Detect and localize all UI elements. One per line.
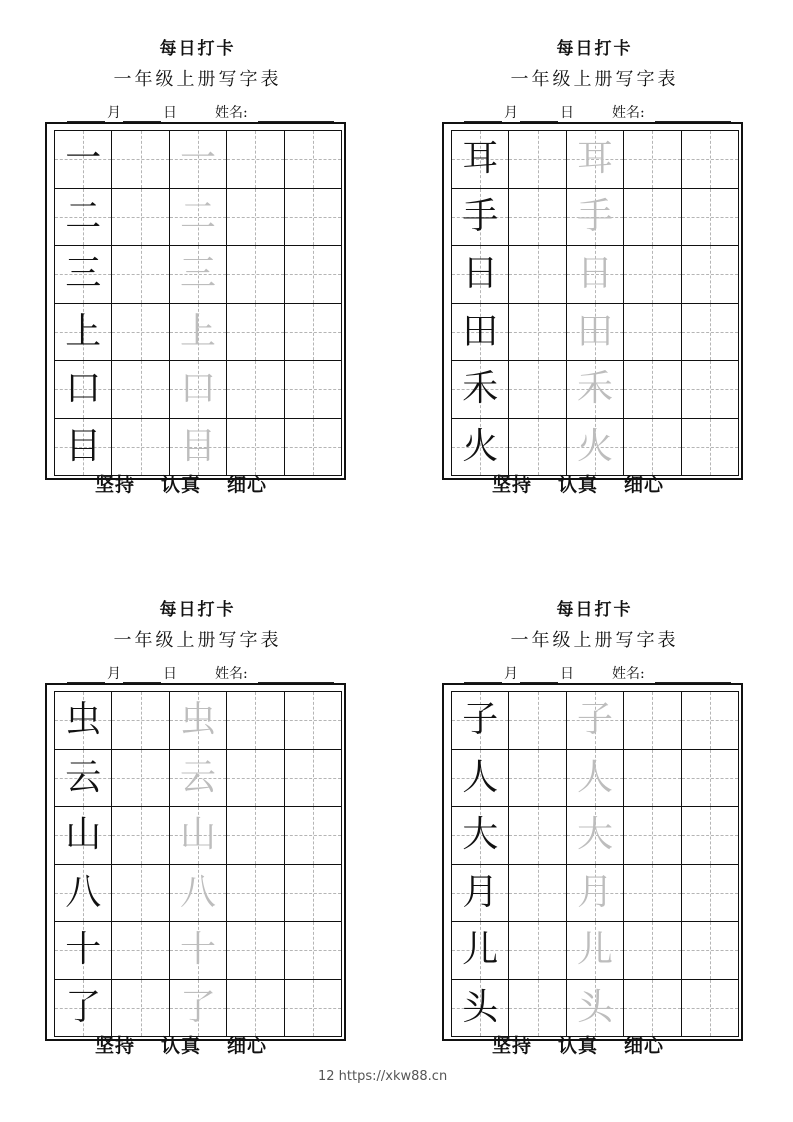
trace-character: 虫 xyxy=(179,699,216,741)
model-cell xyxy=(55,807,112,865)
trace-cell xyxy=(567,419,624,477)
day-blank[interactable] xyxy=(520,668,558,683)
model-cell xyxy=(452,750,509,808)
trace-character: 火 xyxy=(576,425,613,467)
practice-cell[interactable] xyxy=(285,807,342,865)
model-cell xyxy=(55,304,112,362)
worksheet-subtitle: 一年级上册写字表 xyxy=(113,69,282,90)
practice-cell[interactable] xyxy=(682,189,739,247)
practice-cell[interactable] xyxy=(509,304,566,362)
trace-character: 大 xyxy=(576,814,613,856)
motto-persist: 坚持 xyxy=(95,1035,136,1057)
trace-character: 人 xyxy=(576,756,613,798)
practice-cell[interactable] xyxy=(112,980,169,1038)
worksheet-title: 每日打卡 xyxy=(159,600,236,620)
trace-cell xyxy=(170,692,227,750)
practice-cell[interactable] xyxy=(227,304,284,362)
practice-cell[interactable] xyxy=(112,922,169,980)
day-label: 日 xyxy=(560,105,574,121)
practice-cell[interactable] xyxy=(227,692,284,750)
motto-persist: 坚持 xyxy=(492,474,533,496)
model-character: 田 xyxy=(462,310,499,352)
trace-character: 二 xyxy=(179,195,216,237)
practice-cell[interactable] xyxy=(509,750,566,808)
practice-cell[interactable] xyxy=(112,246,169,304)
trace-character: 十 xyxy=(179,929,216,971)
model-cell xyxy=(452,692,509,750)
trace-cell xyxy=(567,750,624,808)
model-cell xyxy=(452,807,509,865)
motto-line xyxy=(95,1031,267,1058)
month-label: 月 xyxy=(107,666,121,682)
model-character: 火 xyxy=(462,425,499,467)
practice-cell[interactable] xyxy=(285,692,342,750)
model-character: 山 xyxy=(65,814,102,856)
model-character: 禾 xyxy=(462,368,499,410)
model-character: 月 xyxy=(462,871,499,913)
practice-cell[interactable] xyxy=(509,361,566,419)
writing-frame xyxy=(45,122,346,480)
practice-cell[interactable] xyxy=(227,750,284,808)
practice-cell[interactable] xyxy=(285,980,342,1038)
date-name-line xyxy=(464,102,731,122)
practice-cell[interactable] xyxy=(227,131,284,189)
model-character: 一 xyxy=(65,138,102,180)
practice-cell[interactable] xyxy=(285,419,342,477)
practice-cell[interactable] xyxy=(112,189,169,247)
model-character: 子 xyxy=(462,699,499,741)
day-blank[interactable] xyxy=(123,668,161,683)
practice-cell[interactable] xyxy=(285,865,342,923)
day-label: 日 xyxy=(163,666,177,682)
trace-cell xyxy=(567,304,624,362)
practice-cell[interactable] xyxy=(624,246,681,304)
motto-line xyxy=(492,470,664,497)
practice-cell[interactable] xyxy=(682,419,739,477)
trace-cell xyxy=(170,361,227,419)
motto-earnest: 认真 xyxy=(558,1035,599,1057)
motto-persist: 坚持 xyxy=(95,474,136,496)
day-blank[interactable] xyxy=(520,107,558,122)
practice-cell[interactable] xyxy=(227,419,284,477)
trace-character: 手 xyxy=(576,195,613,237)
model-character: 日 xyxy=(462,253,499,295)
practice-cell[interactable] xyxy=(624,189,681,247)
day-label: 日 xyxy=(163,105,177,121)
practice-cell[interactable] xyxy=(624,131,681,189)
practice-cell[interactable] xyxy=(227,865,284,923)
practice-cell[interactable] xyxy=(509,980,566,1038)
model-cell xyxy=(55,750,112,808)
trace-cell xyxy=(170,189,227,247)
practice-cell[interactable] xyxy=(624,980,681,1038)
name-blank[interactable] xyxy=(258,107,334,122)
model-character: 口 xyxy=(65,368,102,410)
practice-cell[interactable] xyxy=(624,750,681,808)
model-cell xyxy=(452,865,509,923)
trace-cell xyxy=(567,692,624,750)
practice-cell[interactable] xyxy=(285,189,342,247)
trace-cell xyxy=(567,189,624,247)
model-cell xyxy=(452,246,509,304)
trace-character: 上 xyxy=(179,310,216,352)
model-cell xyxy=(55,419,112,477)
practice-cell[interactable] xyxy=(227,922,284,980)
practice-cell[interactable] xyxy=(624,304,681,362)
month-blank[interactable] xyxy=(67,668,105,683)
practice-cell[interactable] xyxy=(509,922,566,980)
model-cell xyxy=(55,922,112,980)
trace-character: 口 xyxy=(179,368,216,410)
model-character: 目 xyxy=(65,425,102,467)
trace-character: 云 xyxy=(179,756,216,798)
practice-cell[interactable] xyxy=(624,692,681,750)
month-label: 月 xyxy=(107,105,121,121)
tianzige-grid xyxy=(451,130,739,476)
trace-character: 头 xyxy=(576,986,613,1028)
trace-cell xyxy=(567,980,624,1038)
worksheet-panel-4 xyxy=(442,595,762,1057)
practice-cell[interactable] xyxy=(285,131,342,189)
motto-earnest: 认真 xyxy=(558,474,599,496)
practice-cell[interactable] xyxy=(112,419,169,477)
practice-cell[interactable] xyxy=(624,419,681,477)
practice-cell[interactable] xyxy=(682,807,739,865)
motto-line xyxy=(95,470,267,497)
motto-earnest: 认真 xyxy=(161,474,202,496)
practice-cell[interactable] xyxy=(509,865,566,923)
model-character: 头 xyxy=(462,986,499,1028)
model-cell xyxy=(55,865,112,923)
practice-cell[interactable] xyxy=(112,807,169,865)
writing-frame xyxy=(442,122,743,480)
model-cell xyxy=(452,922,509,980)
trace-cell xyxy=(170,304,227,362)
practice-cell[interactable] xyxy=(682,692,739,750)
worksheet-panel-3 xyxy=(45,595,365,1057)
trace-character: 耳 xyxy=(576,138,613,180)
trace-cell xyxy=(170,246,227,304)
trace-cell xyxy=(170,922,227,980)
trace-cell xyxy=(170,750,227,808)
day-label: 日 xyxy=(560,666,574,682)
trace-character: 禾 xyxy=(576,368,613,410)
worksheet-title: 每日打卡 xyxy=(556,600,633,620)
practice-cell[interactable] xyxy=(682,980,739,1038)
practice-cell[interactable] xyxy=(682,865,739,923)
month-label: 月 xyxy=(504,105,518,121)
practice-cell[interactable] xyxy=(624,361,681,419)
worksheet-panel-1 xyxy=(45,34,365,496)
practice-cell[interactable] xyxy=(624,922,681,980)
practice-cell[interactable] xyxy=(624,865,681,923)
trace-character: 儿 xyxy=(576,929,613,971)
trace-cell xyxy=(567,361,624,419)
worksheet-title: 每日打卡 xyxy=(556,39,633,59)
day-blank[interactable] xyxy=(123,107,161,122)
model-cell xyxy=(55,361,112,419)
practice-cell[interactable] xyxy=(682,131,739,189)
practice-cell[interactable] xyxy=(509,131,566,189)
model-character: 大 xyxy=(462,814,499,856)
month-blank[interactable] xyxy=(464,107,502,122)
model-cell xyxy=(452,361,509,419)
practice-cell[interactable] xyxy=(682,922,739,980)
model-character: 了 xyxy=(65,986,102,1028)
practice-cell[interactable] xyxy=(227,189,284,247)
model-cell xyxy=(452,419,509,477)
model-cell xyxy=(55,189,112,247)
model-character: 上 xyxy=(65,310,102,352)
worksheet-panel-2 xyxy=(442,34,762,496)
practice-cell[interactable] xyxy=(509,246,566,304)
name-blank[interactable] xyxy=(655,107,731,122)
trace-cell xyxy=(170,807,227,865)
date-name-line xyxy=(464,663,731,683)
date-name-line xyxy=(67,663,334,683)
worksheet-subtitle: 一年级上册写字表 xyxy=(510,630,679,651)
worksheet-subtitle: 一年级上册写字表 xyxy=(510,69,679,90)
worksheet-subtitle: 一年级上册写字表 xyxy=(113,630,282,651)
practice-cell[interactable] xyxy=(227,246,284,304)
practice-cell[interactable] xyxy=(285,922,342,980)
practice-cell[interactable] xyxy=(112,865,169,923)
trace-cell xyxy=(170,419,227,477)
practice-cell[interactable] xyxy=(509,807,566,865)
model-character: 云 xyxy=(65,756,102,798)
trace-character: 一 xyxy=(179,138,216,180)
model-character: 人 xyxy=(462,756,499,798)
name-blank[interactable] xyxy=(655,668,731,683)
motto-persist: 坚持 xyxy=(492,1035,533,1057)
practice-cell[interactable] xyxy=(682,750,739,808)
month-label: 月 xyxy=(504,666,518,682)
model-character: 二 xyxy=(65,195,102,237)
worksheet-title: 每日打卡 xyxy=(159,39,236,59)
trace-cell xyxy=(567,131,624,189)
motto-line xyxy=(492,1031,664,1058)
model-character: 十 xyxy=(65,929,102,971)
model-character: 儿 xyxy=(462,929,499,971)
writing-frame xyxy=(45,683,346,1041)
model-cell xyxy=(452,980,509,1038)
model-character: 虫 xyxy=(65,699,102,741)
trace-cell xyxy=(567,865,624,923)
practice-cell[interactable] xyxy=(682,246,739,304)
trace-cell xyxy=(567,246,624,304)
practice-cell[interactable] xyxy=(112,692,169,750)
model-cell xyxy=(55,246,112,304)
motto-earnest: 认真 xyxy=(161,1035,202,1057)
trace-character: 山 xyxy=(179,814,216,856)
model-cell xyxy=(55,692,112,750)
trace-character: 子 xyxy=(576,699,613,741)
date-name-line xyxy=(67,102,334,122)
practice-cell[interactable] xyxy=(285,750,342,808)
writing-frame xyxy=(442,683,743,1041)
name-blank[interactable] xyxy=(258,668,334,683)
practice-cell[interactable] xyxy=(285,246,342,304)
practice-cell[interactable] xyxy=(227,980,284,1038)
practice-cell[interactable] xyxy=(285,361,342,419)
month-blank[interactable] xyxy=(67,107,105,122)
trace-cell xyxy=(170,131,227,189)
name-label: 姓名: xyxy=(612,105,645,121)
footer-text: 12 https://xkw88.cn xyxy=(318,1069,448,1084)
motto-careful: 细心 xyxy=(624,1035,665,1057)
trace-cell xyxy=(567,922,624,980)
trace-character: 田 xyxy=(576,310,613,352)
trace-character: 日 xyxy=(576,253,613,295)
model-cell xyxy=(452,131,509,189)
model-cell xyxy=(452,189,509,247)
practice-cell[interactable] xyxy=(509,692,566,750)
name-label: 姓名: xyxy=(612,666,645,682)
practice-cell[interactable] xyxy=(112,304,169,362)
motto-careful: 细心 xyxy=(227,1035,268,1057)
practice-cell[interactable] xyxy=(682,361,739,419)
trace-character: 目 xyxy=(179,425,216,467)
practice-cell[interactable] xyxy=(227,361,284,419)
tianzige-grid xyxy=(451,691,739,1037)
practice-cell[interactable] xyxy=(285,304,342,362)
trace-character: 月 xyxy=(576,871,613,913)
model-cell xyxy=(55,131,112,189)
trace-character: 八 xyxy=(179,871,216,913)
trace-cell xyxy=(170,980,227,1038)
practice-cell[interactable] xyxy=(682,304,739,362)
practice-cell[interactable] xyxy=(624,807,681,865)
tianzige-grid xyxy=(54,691,342,1037)
practice-cell[interactable] xyxy=(112,361,169,419)
trace-character: 三 xyxy=(179,253,216,295)
practice-cell[interactable] xyxy=(509,419,566,477)
trace-cell xyxy=(170,865,227,923)
motto-careful: 细心 xyxy=(624,474,665,496)
practice-cell[interactable] xyxy=(227,807,284,865)
model-character: 手 xyxy=(462,195,499,237)
tianzige-grid xyxy=(54,130,342,476)
model-character: 三 xyxy=(65,253,102,295)
trace-character: 了 xyxy=(179,986,216,1028)
trace-cell xyxy=(567,807,624,865)
name-label: 姓名: xyxy=(215,666,248,682)
motto-careful: 细心 xyxy=(227,474,268,496)
model-cell xyxy=(452,304,509,362)
month-blank[interactable] xyxy=(464,668,502,683)
model-cell xyxy=(55,980,112,1038)
practice-cell[interactable] xyxy=(112,131,169,189)
practice-cell[interactable] xyxy=(509,189,566,247)
page-footer xyxy=(318,1069,447,1084)
practice-cell[interactable] xyxy=(112,750,169,808)
model-character: 八 xyxy=(65,871,102,913)
model-character: 耳 xyxy=(462,138,499,180)
name-label: 姓名: xyxy=(215,105,248,121)
